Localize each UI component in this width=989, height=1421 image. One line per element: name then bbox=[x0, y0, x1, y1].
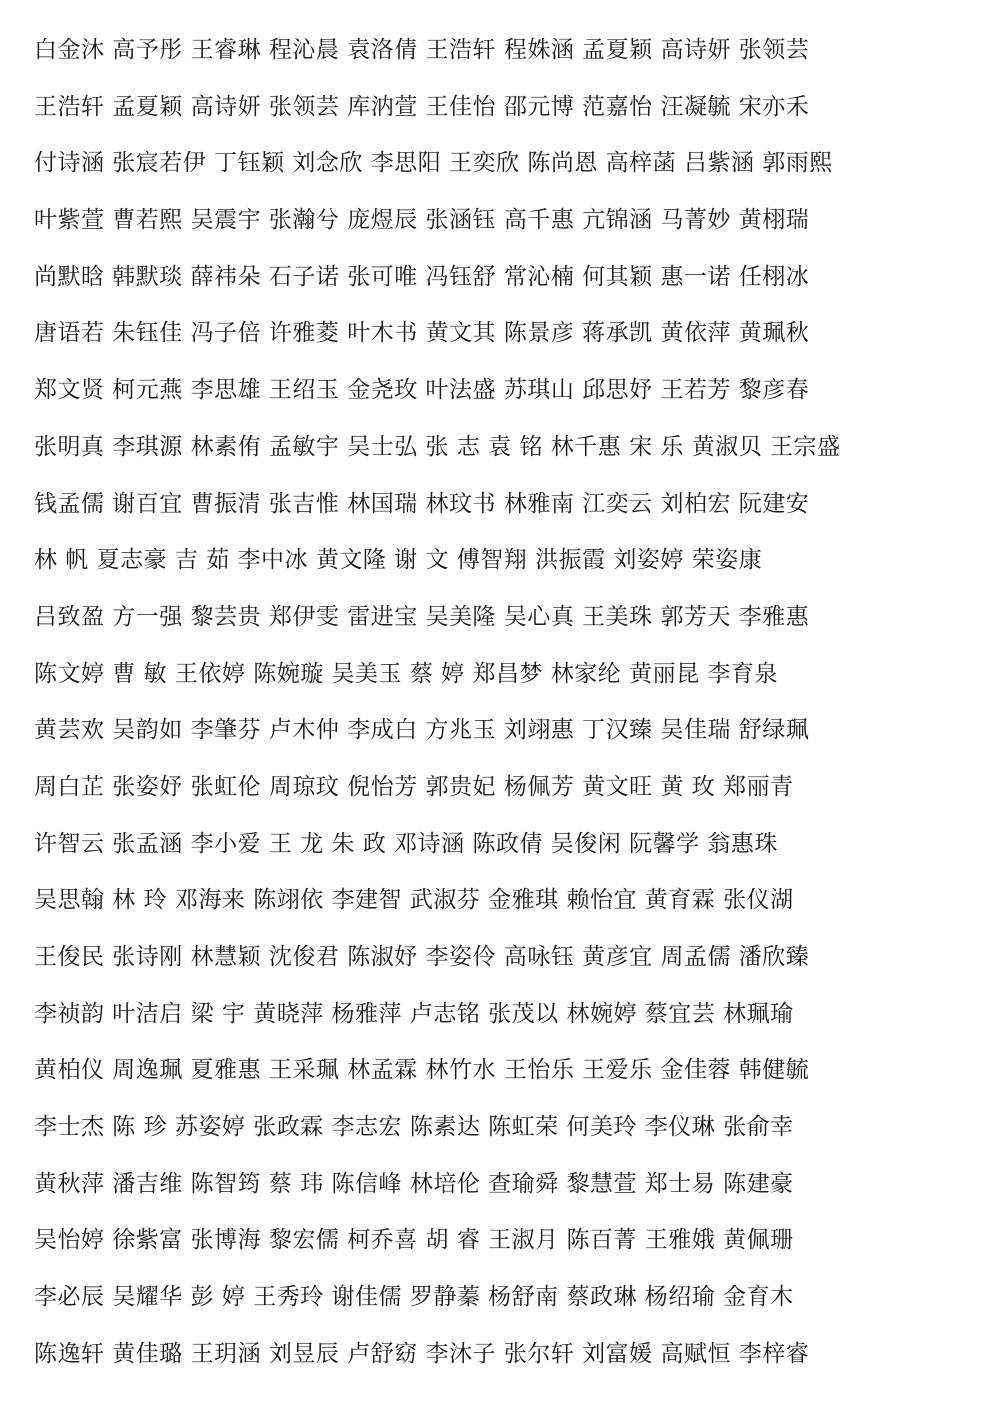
names-list bbox=[34, 22, 979, 1383]
name-row: 郑文贤 柯元燕 李思雄 王绍玉 金尧玫 叶法盛 苏琪山 邱思妤 王若芳 黎彦春 bbox=[34, 377, 810, 404]
name-row: 付诗涵 张宸若伊 丁钰颖 刘念欣 李思阳 王奕欣 陈尚恩 高梓菡 吕紫涵 郭雨熙 bbox=[34, 150, 833, 177]
name-row: 许智云 张孟涵 李小爱 王 龙 朱 政 邓诗涵 陈政倩 吴俊闲 阮馨学 翁惠珠 bbox=[34, 830, 778, 857]
name-row: 黄芸欢 吴韵如 李肇芬 卢木仲 李成白 方兆玉 刘翊惠 丁汉臻 吴佳瑞 舒绿珮 bbox=[34, 717, 810, 744]
name-row: 钱孟儒 谢百宜 曹振清 张吉惟 林国瑞 林玟书 林雅南 江奕云 刘柏宏 阮建安 bbox=[34, 490, 810, 517]
name-row: 吴思翰 林 玲 邓海来 陈翊依 李建智 武淑芬 金雅琪 赖怡宜 黄育霖 张仪湖 bbox=[34, 887, 794, 914]
name-row: 吕致盈 方一强 黎芸贵 郑伊雯 雷进宝 吴美隆 吴心真 王美珠 郭芳天 李雅惠 bbox=[34, 603, 810, 630]
name-row: 林 帆 夏志豪 吉 茹 李中冰 黄文隆 谢 文 傅智翔 洪振霞 刘姿婷 荣姿康 bbox=[34, 547, 763, 574]
name-row: 李士杰 陈 珍 苏姿婷 张政霖 李志宏 陈素达 陈虹荣 何美玲 李仪琳 张俞幸 bbox=[34, 1114, 794, 1141]
name-row: 吴怡婷 徐紫富 张博海 黎宏儒 柯乔喜 胡 睿 王淑月 陈百菁 王雅娥 黄佩珊 bbox=[34, 1227, 794, 1254]
name-row: 黄秋萍 潘吉维 陈智筠 蔡 玮 陈信峰 林培伦 查瑜舜 黎慧萱 郑士易 陈建豪 bbox=[34, 1170, 794, 1197]
name-row: 叶紫萱 曹若熙 吴震宇 张瀚兮 庞煜辰 张涵钰 高千惠 亢锦涵 马菁妙 黄栩瑞 bbox=[34, 207, 810, 234]
name-row: 王浩轩 孟夏颖 高诗妍 张领芸 库汭萱 王佳怡 邵元博 范嘉怡 汪凝毓 宋亦禾 bbox=[34, 93, 810, 120]
name-row: 黄柏仪 周逸珮 夏雅惠 王采珮 林孟霖 林竹水 王怡乐 王爱乐 金佳蓉 韩健毓 bbox=[34, 1057, 810, 1084]
name-row: 尚默晗 韩默琰 薛祎朵 石子诺 张可唯 冯钰舒 常沁楠 何其颖 惠一诺 任栩冰 bbox=[34, 263, 810, 290]
name-row: 唐语若 朱钰佳 冯子倍 许雅菱 叶木书 黄文其 陈景彦 蒋承凯 黄依萍 黄珮秋 bbox=[34, 320, 810, 347]
name-row: 李祯韵 叶洁启 梁 宇 黄晓萍 杨雅萍 卢志铭 张茂以 林婉婷 蔡宜芸 林珮瑜 bbox=[34, 1000, 794, 1027]
name-row: 张明真 李琪源 林素侑 孟敏宇 吴士弘 张 志 袁 铭 林千惠 宋 乐 黄淑贝 王宗盛 bbox=[34, 433, 841, 460]
name-row: 李必辰 吴耀华 彭 婷 王秀玲 谢佳儒 罗静蓁 杨舒南 蔡政琳 杨绍瑜 金育木 bbox=[34, 1284, 794, 1311]
name-row: 陈逸轩 黄佳璐 王玥涵 刘昱辰 卢舒窈 李沐子 张尔轩 刘富媛 高赋恒 李梓睿 bbox=[34, 1340, 810, 1367]
name-row: 周白芷 张姿妤 张虹伦 周琼玟 倪怡芳 郭贵妃 杨佩芳 黄文旺 黄 玫 郑丽青 bbox=[34, 773, 794, 800]
name-row: 王俊民 张诗刚 林慧颖 沈俊君 陈淑妤 李姿伶 高咏钰 黄彦宜 周孟儒 潘欣臻 bbox=[34, 944, 810, 970]
name-row: 陈文婷 曹 敏 王依婷 陈婉璇 吴美玉 蔡 婷 郑昌梦 林家纶 黄丽昆 李育泉 bbox=[34, 660, 778, 687]
name-row: 白金沐 高予彤 王睿琳 程沁晨 袁洛倩 王浩轩 程姝涵 孟夏颖 高诗妍 张领芸 bbox=[34, 37, 810, 63]
